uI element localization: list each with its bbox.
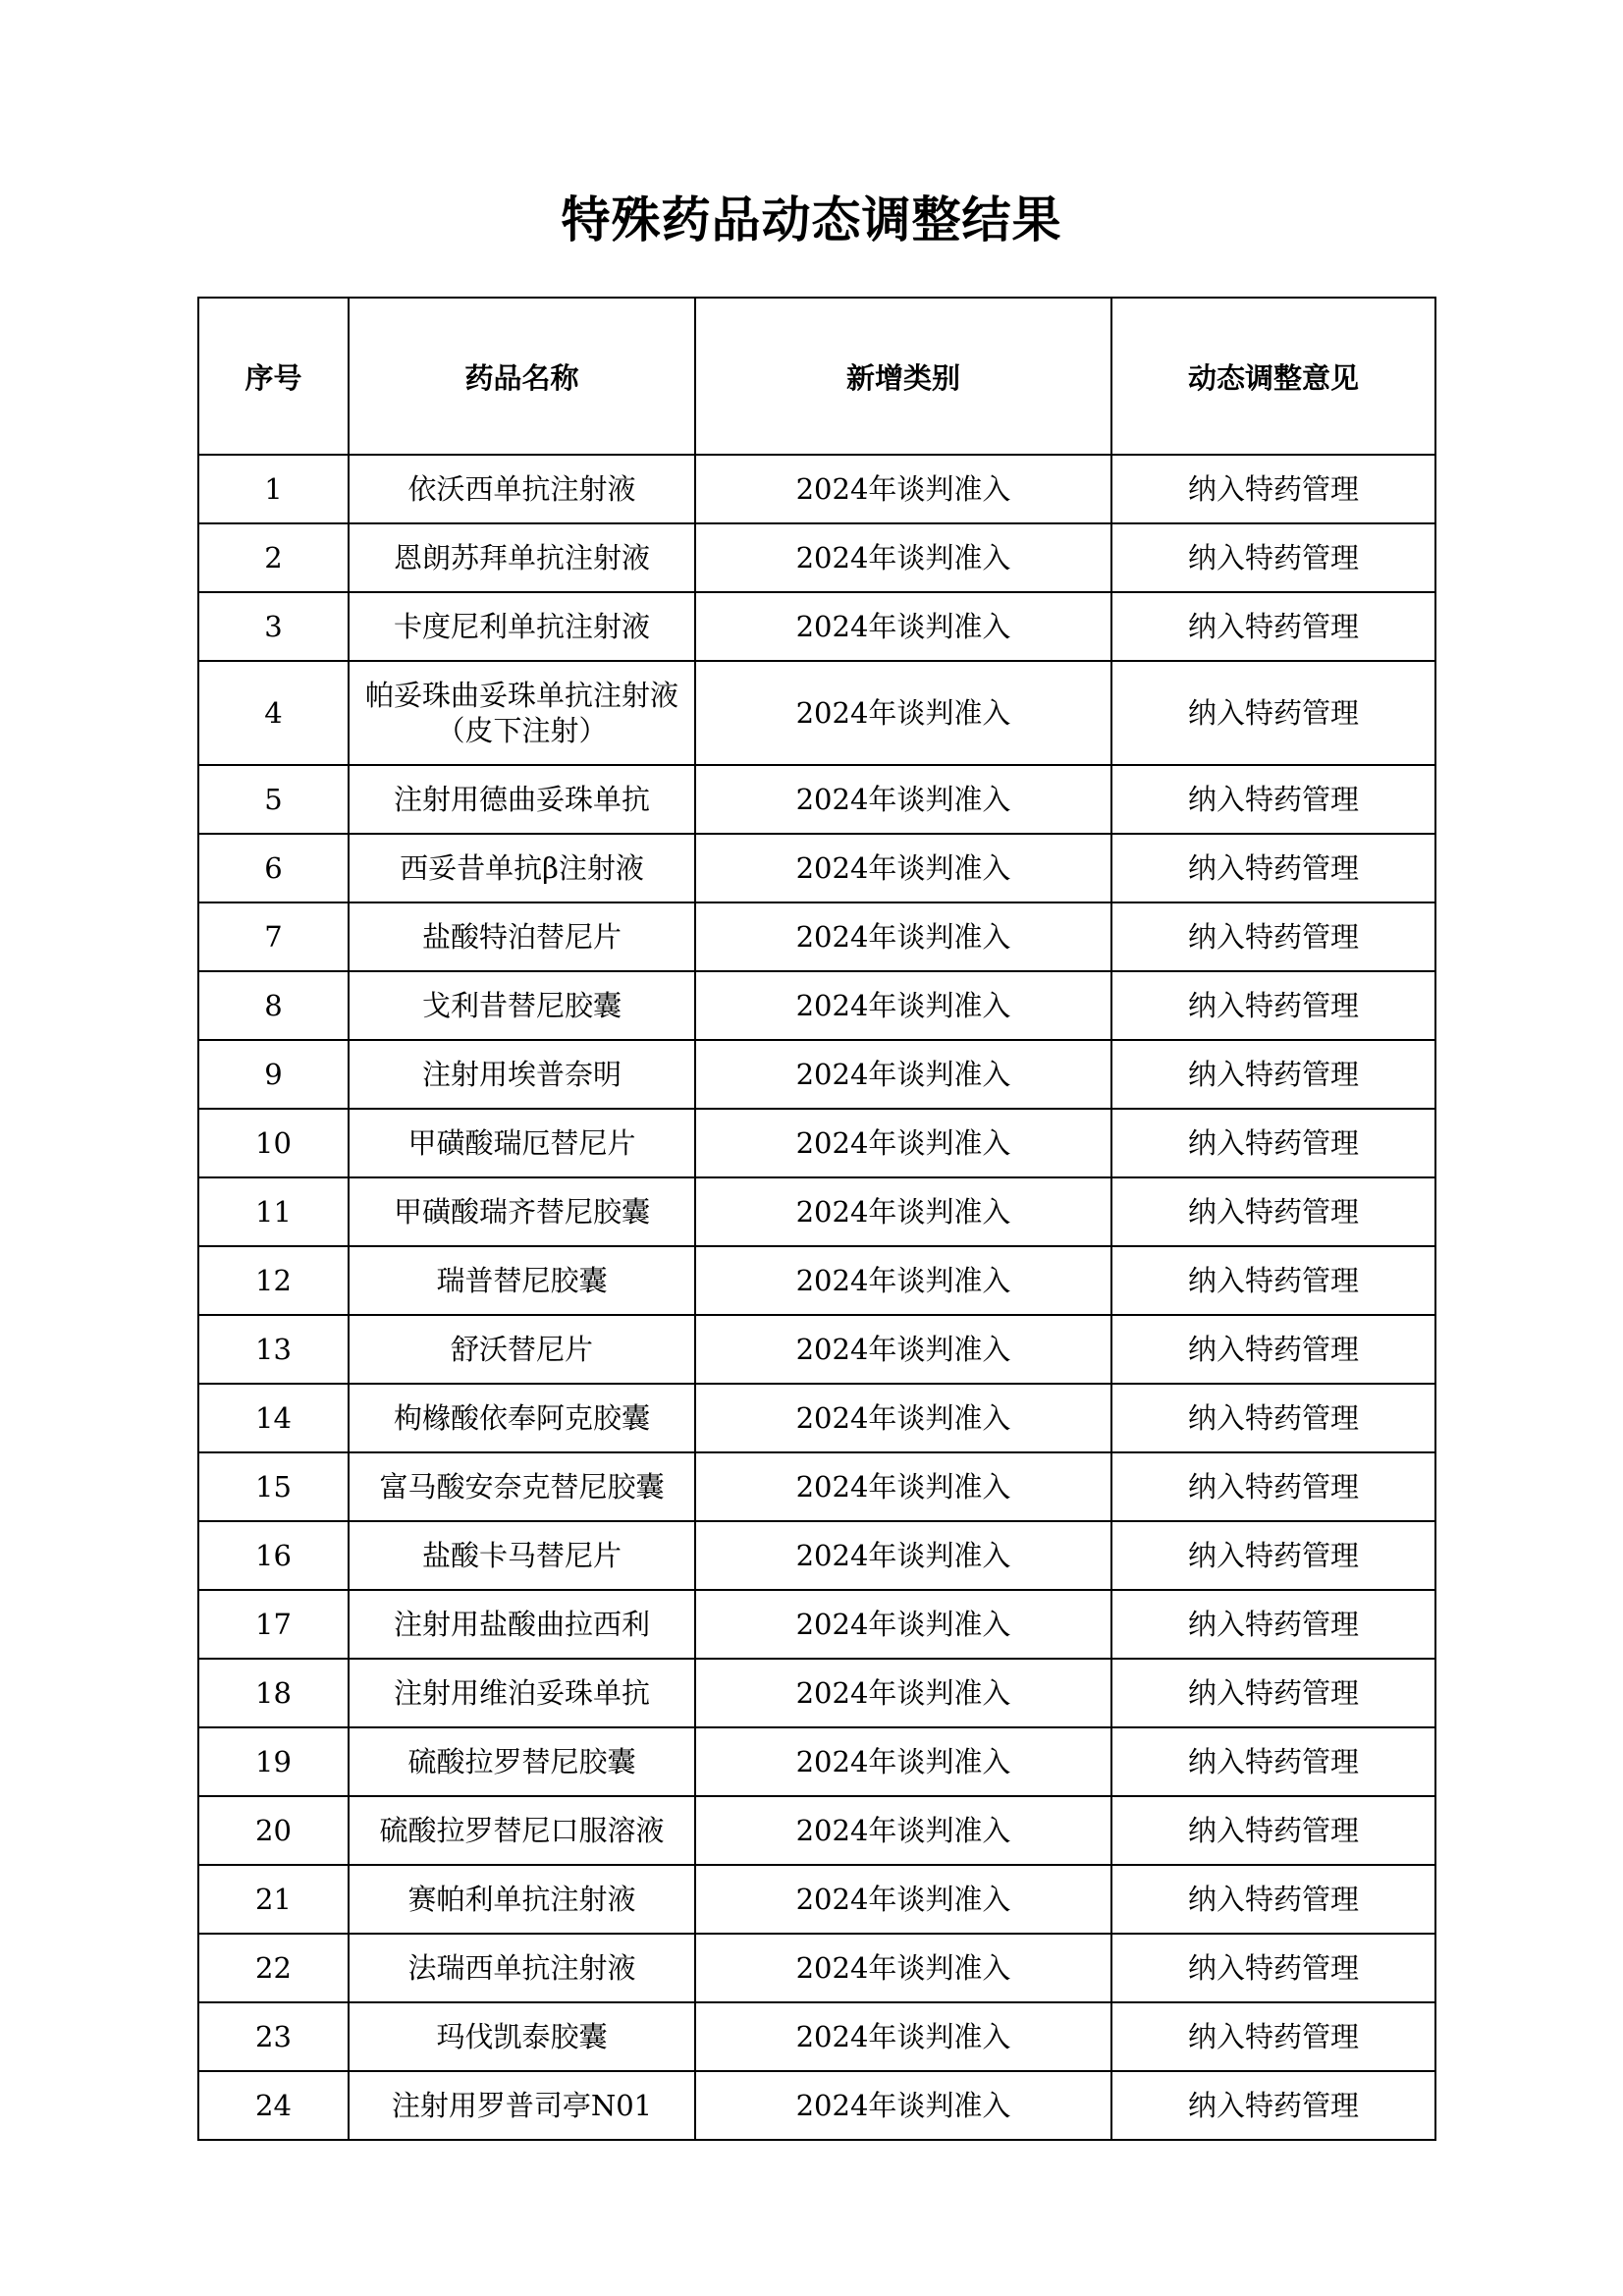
cell-serial: 21 xyxy=(198,1865,349,1934)
cell-drug-name: 卡度尼利单抗注射液 xyxy=(349,592,695,661)
cell-drug-name: 戈利昔替尼胶囊 xyxy=(349,971,695,1040)
table-row xyxy=(198,765,1435,834)
table-row xyxy=(198,1315,1435,1384)
cell-category: 2024年谈判准入 xyxy=(695,1659,1111,1727)
cell-category: 2024年谈判准入 xyxy=(695,971,1111,1040)
cell-category: 2024年谈判准入 xyxy=(695,661,1111,765)
cell-serial: 11 xyxy=(198,1177,349,1246)
cell-serial: 12 xyxy=(198,1246,349,1315)
cell-opinion: 纳入特药管理 xyxy=(1111,1040,1435,1109)
table-row xyxy=(198,971,1435,1040)
cell-serial: 14 xyxy=(198,1384,349,1452)
cell-drug-name: 赛帕利单抗注射液 xyxy=(349,1865,695,1934)
cell-opinion: 纳入特药管理 xyxy=(1111,1315,1435,1384)
cell-drug-name: 硫酸拉罗替尼口服溶液 xyxy=(349,1796,695,1865)
cell-opinion: 纳入特药管理 xyxy=(1111,971,1435,1040)
table-row xyxy=(198,1796,1435,1865)
cell-drug-name: 依沃西单抗注射液 xyxy=(349,455,695,523)
cell-category: 2024年谈判准入 xyxy=(695,834,1111,902)
cell-serial: 8 xyxy=(198,971,349,1040)
cell-drug-name: 甲磺酸瑞齐替尼胶囊 xyxy=(349,1177,695,1246)
cell-serial: 4 xyxy=(198,661,349,765)
cell-category: 2024年谈判准入 xyxy=(695,902,1111,971)
cell-serial: 15 xyxy=(198,1452,349,1521)
cell-category: 2024年谈判准入 xyxy=(695,2002,1111,2071)
cell-category: 2024年谈判准入 xyxy=(695,765,1111,834)
cell-drug-name: 注射用埃普奈明 xyxy=(349,1040,695,1109)
table-row xyxy=(198,1521,1435,1590)
cell-serial: 20 xyxy=(198,1796,349,1865)
cell-opinion: 纳入特药管理 xyxy=(1111,1934,1435,2002)
table-row xyxy=(198,1727,1435,1796)
cell-serial: 1 xyxy=(198,455,349,523)
table-row xyxy=(198,523,1435,592)
cell-category: 2024年谈判准入 xyxy=(695,1452,1111,1521)
table-row xyxy=(198,1452,1435,1521)
table-row xyxy=(198,1934,1435,2002)
cell-category: 2024年谈判准入 xyxy=(695,1040,1111,1109)
cell-drug-name: 盐酸特泊替尼片 xyxy=(349,902,695,971)
cell-category: 2024年谈判准入 xyxy=(695,455,1111,523)
cell-serial: 22 xyxy=(198,1934,349,2002)
cell-opinion: 纳入特药管理 xyxy=(1111,1590,1435,1659)
table-row xyxy=(198,1040,1435,1109)
cell-drug-name: 帕妥珠曲妥珠单抗注射液（皮下注射） xyxy=(349,661,695,765)
cell-opinion: 纳入特药管理 xyxy=(1111,2071,1435,2140)
cell-opinion: 纳入特药管理 xyxy=(1111,1796,1435,1865)
cell-drug-name: 注射用德曲妥珠单抗 xyxy=(349,765,695,834)
cell-opinion: 纳入特药管理 xyxy=(1111,592,1435,661)
cell-opinion: 纳入特药管理 xyxy=(1111,1865,1435,1934)
cell-drug-name: 西妥昔单抗β注射液 xyxy=(349,834,695,902)
cell-category: 2024年谈判准入 xyxy=(695,1246,1111,1315)
cell-opinion: 纳入特药管理 xyxy=(1111,2002,1435,2071)
table-body xyxy=(198,455,1435,2140)
cell-category: 2024年谈判准入 xyxy=(695,1796,1111,1865)
cell-drug-name: 枸橼酸依奉阿克胶囊 xyxy=(349,1384,695,1452)
drug-table xyxy=(197,297,1436,2141)
cell-category: 2024年谈判准入 xyxy=(695,523,1111,592)
cell-serial: 16 xyxy=(198,1521,349,1590)
cell-serial: 9 xyxy=(198,1040,349,1109)
cell-drug-name: 硫酸拉罗替尼胶囊 xyxy=(349,1727,695,1796)
table-row xyxy=(198,455,1435,523)
cell-opinion: 纳入特药管理 xyxy=(1111,1109,1435,1177)
cell-category: 2024年谈判准入 xyxy=(695,1934,1111,2002)
cell-category: 2024年谈判准入 xyxy=(695,1109,1111,1177)
table-row xyxy=(198,1384,1435,1452)
table-row xyxy=(198,1109,1435,1177)
cell-serial: 13 xyxy=(198,1315,349,1384)
header-serial: 序号 xyxy=(198,298,349,455)
cell-opinion: 纳入特药管理 xyxy=(1111,523,1435,592)
cell-drug-name: 注射用罗普司亭N01 xyxy=(349,2071,695,2140)
cell-drug-name: 舒沃替尼片 xyxy=(349,1315,695,1384)
cell-category: 2024年谈判准入 xyxy=(695,1590,1111,1659)
table-row xyxy=(198,1590,1435,1659)
cell-opinion: 纳入特药管理 xyxy=(1111,1452,1435,1521)
cell-category: 2024年谈判准入 xyxy=(695,1315,1111,1384)
cell-serial: 10 xyxy=(198,1109,349,1177)
cell-opinion: 纳入特药管理 xyxy=(1111,834,1435,902)
table-row xyxy=(198,661,1435,765)
cell-drug-name: 恩朗苏拜单抗注射液 xyxy=(349,523,695,592)
cell-category: 2024年谈判准入 xyxy=(695,1384,1111,1452)
cell-serial: 23 xyxy=(198,2002,349,2071)
cell-serial: 24 xyxy=(198,2071,349,2140)
cell-serial: 18 xyxy=(198,1659,349,1727)
table-row xyxy=(198,1865,1435,1934)
cell-opinion: 纳入特药管理 xyxy=(1111,1727,1435,1796)
table-row xyxy=(198,592,1435,661)
cell-category: 2024年谈判准入 xyxy=(695,1727,1111,1796)
cell-opinion: 纳入特药管理 xyxy=(1111,1246,1435,1315)
cell-opinion: 纳入特药管理 xyxy=(1111,455,1435,523)
cell-drug-name: 法瑞西单抗注射液 xyxy=(349,1934,695,2002)
cell-serial: 6 xyxy=(198,834,349,902)
table-row xyxy=(198,1246,1435,1315)
table-row xyxy=(198,2002,1435,2071)
cell-serial: 19 xyxy=(198,1727,349,1796)
cell-serial: 17 xyxy=(198,1590,349,1659)
table-row xyxy=(198,1177,1435,1246)
cell-drug-name: 富马酸安奈克替尼胶囊 xyxy=(349,1452,695,1521)
cell-opinion: 纳入特药管理 xyxy=(1111,765,1435,834)
cell-opinion: 纳入特药管理 xyxy=(1111,1177,1435,1246)
header-opinion: 动态调整意见 xyxy=(1111,298,1435,455)
cell-drug-name: 盐酸卡马替尼片 xyxy=(349,1521,695,1590)
cell-category: 2024年谈判准入 xyxy=(695,2071,1111,2140)
cell-opinion: 纳入特药管理 xyxy=(1111,902,1435,971)
cell-opinion: 纳入特药管理 xyxy=(1111,1659,1435,1727)
cell-drug-name: 注射用盐酸曲拉西利 xyxy=(349,1590,695,1659)
cell-opinion: 纳入特药管理 xyxy=(1111,1521,1435,1590)
header-drug-name: 药品名称 xyxy=(349,298,695,455)
cell-category: 2024年谈判准入 xyxy=(695,1521,1111,1590)
cell-drug-name: 甲磺酸瑞厄替尼片 xyxy=(349,1109,695,1177)
cell-category: 2024年谈判准入 xyxy=(695,1177,1111,1246)
table-row xyxy=(198,902,1435,971)
cell-drug-name: 注射用维泊妥珠单抗 xyxy=(349,1659,695,1727)
header-category: 新增类别 xyxy=(695,298,1111,455)
table-row xyxy=(198,1659,1435,1727)
table-row xyxy=(198,2071,1435,2140)
cell-opinion: 纳入特药管理 xyxy=(1111,1384,1435,1452)
cell-serial: 2 xyxy=(198,523,349,592)
cell-serial: 5 xyxy=(198,765,349,834)
cell-opinion: 纳入特药管理 xyxy=(1111,661,1435,765)
cell-drug-name: 瑞普替尼胶囊 xyxy=(349,1246,695,1315)
cell-drug-name: 玛伐凯泰胶囊 xyxy=(349,2002,695,2071)
table-header-row xyxy=(198,298,1435,455)
cell-serial: 3 xyxy=(198,592,349,661)
table-row xyxy=(198,834,1435,902)
cell-serial: 7 xyxy=(198,902,349,971)
cell-category: 2024年谈判准入 xyxy=(695,1865,1111,1934)
cell-category: 2024年谈判准入 xyxy=(695,592,1111,661)
page-title: 特殊药品动态调整结果 xyxy=(561,191,1062,248)
